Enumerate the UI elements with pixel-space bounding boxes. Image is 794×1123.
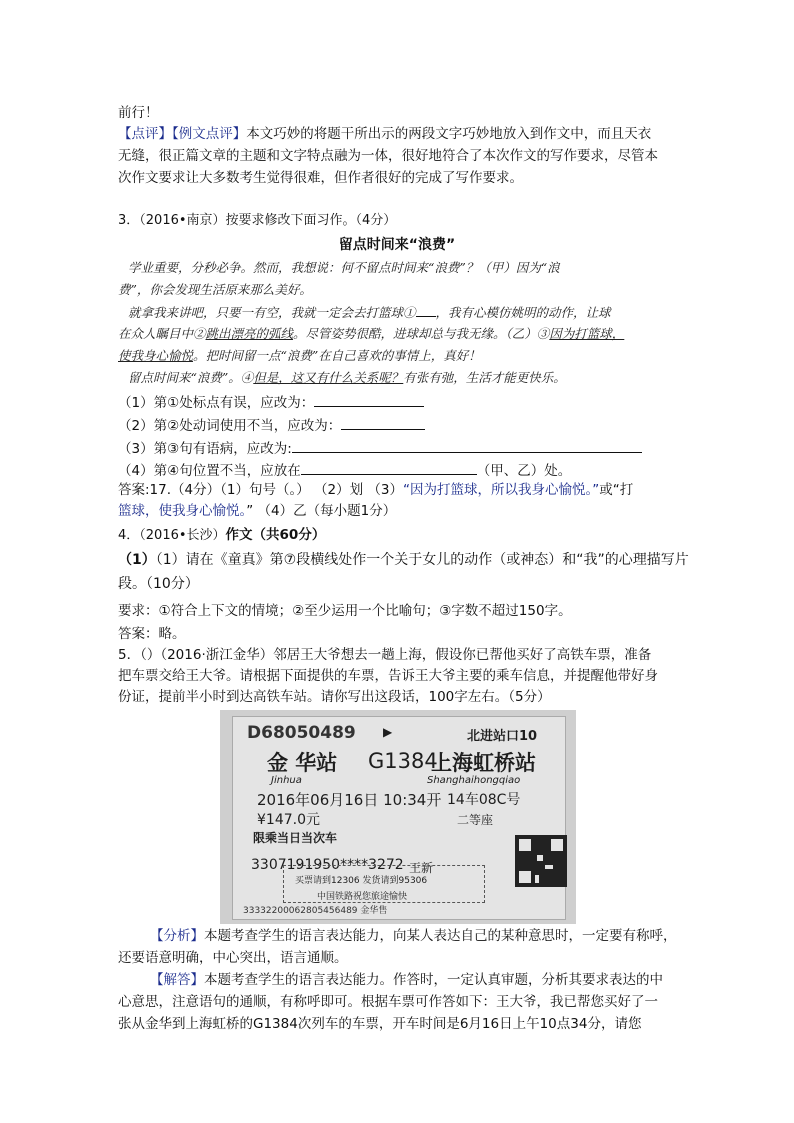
ticket-seat-class: 二等座 — [457, 813, 494, 827]
answer-text: 或“打 — [599, 482, 634, 498]
essay-line: 学业重要，分秒必争。然而，我想说：何不留点时间来“浪费”？（甲）因为“浪 — [128, 260, 560, 275]
sub-question — [118, 460, 571, 481]
essay-span: 有张有弛，生活才能更快乐。 — [403, 370, 566, 385]
question-3: 3．（2016•南京）按要求修改下面习作。（4分） — [118, 213, 397, 228]
text-line: 要求：①符合上下文的情境；②至少运用一个比喻句；③字数不超过150字。 — [118, 603, 572, 619]
answer-line — [118, 480, 633, 500]
answer-text: ” （4）乙（每小题1分） — [246, 503, 397, 519]
analysis-line — [150, 926, 677, 946]
play-arrow-icon: ▶ — [383, 725, 393, 739]
train-ticket-image — [220, 710, 576, 924]
answer-blank — [341, 415, 425, 430]
sub-question — [118, 415, 425, 436]
ticket-validity: 限乘当日当次车 — [253, 831, 338, 845]
ticket-train-number: G1384 — [368, 749, 438, 773]
analysis-label: 【分析】 — [150, 928, 204, 944]
sub-question-text: （1）第①处标点有误，应改为： — [118, 395, 315, 411]
answer-text: 篮球，使我身心愉悦。 — [118, 503, 247, 519]
essay-span: 但是，这又有什么关系呢？ — [253, 370, 404, 385]
comment-label: 【点评】【例文点评】 — [118, 126, 247, 142]
essay-span: 因为打篮球， — [549, 326, 625, 341]
text-line: 无缝，很正篇文章的主题和文字特点融为一体，很好地符合了本次作文的写作要求，尽管本 — [118, 148, 658, 164]
text-span: 本文巧妙的将题干所出示的两段文字巧妙地放入到作文中，而且天衣 — [246, 126, 652, 142]
essay-span: 跳出漂亮的弧线 — [205, 326, 294, 341]
solution-label: 【解答】 — [150, 972, 204, 988]
sub-question-text: （4）第④句位置不当，应放在 — [118, 463, 301, 479]
essay-title: 留点时间来“浪费” — [338, 237, 456, 253]
text-line: 张从金华到上海虹桥的G1384次列车的车票，开车时间是6月16日上午10点34分，请您 — [118, 1016, 642, 1032]
ticket-notice: 买票请到12306 发货请到95306 — [295, 876, 428, 886]
ticket-id-number: 3307191950****3272 — [251, 857, 404, 873]
ticket-gate: 北进站口10 — [467, 729, 538, 744]
underline-blank — [416, 302, 436, 317]
ticket-to-pinyin: Shanghaihongqiao — [427, 775, 521, 786]
essay-line — [118, 324, 624, 344]
text-line: 答案：略。 — [118, 626, 186, 642]
text-span: （1）请在《童真》第⑦段横线处作一个关于女儿的动作（或神态）和“我”的心理描写片 — [155, 552, 689, 568]
sub-question-text: （3）第③句有语病，应改为: — [118, 441, 292, 457]
solution-line — [150, 970, 663, 990]
essay-line — [118, 346, 481, 366]
text-line: 份证，提前半小时到达高铁车站。请你写出这段话，100字左右。（5分） — [118, 689, 551, 705]
essay-span: 使我身心愉悦 — [118, 348, 194, 363]
ticket-passenger-name: 王新 — [409, 861, 434, 875]
text-line: 心意思，注意语句的通顺，有称呼即可。根据车票可作答如下：王大爷，我已帮您买好了一 — [118, 994, 658, 1010]
essay-line — [128, 368, 566, 388]
text-line — [118, 124, 651, 144]
answer-line — [118, 501, 396, 521]
ticket-from-pinyin: Jinhua — [271, 775, 302, 786]
text-line: 还要语意明确，中心突出，语言通顺。 — [118, 950, 348, 966]
sub-question — [118, 438, 642, 459]
ticket-serial: D68050489 — [247, 723, 356, 743]
answer-blank — [301, 460, 477, 475]
text-line: 次作文要求让大多数考生觉得很难，但作者很好的完成了写作要求。 — [118, 170, 523, 186]
essay-span: 在众人瞩目中② — [118, 326, 206, 341]
ticket-to: 上海虹桥站 — [431, 751, 536, 775]
text-line: （1）（1）请在《童真》第⑦段横线处作一个关于女儿的动作（或神态）和“我”的心理描写片 — [118, 552, 689, 568]
sub-question-text: （甲、乙）处。 — [476, 463, 572, 479]
answer-text: “因为打篮球，所以我身心愉悦。” — [402, 482, 600, 498]
qr-code-icon — [515, 835, 567, 887]
answer-text: 答案:17.（4分）（1）句号（。） （2）划 （3） — [118, 482, 403, 498]
sub-question-text: （2）第②处动词使用不当，应改为： — [118, 418, 342, 434]
essay-span: 留点时间来“浪费”。④ — [128, 370, 254, 385]
question-number: 4．（2016•长沙） — [118, 528, 226, 543]
essay-span: ，我有心模仿姚明的动作，让球 — [435, 305, 611, 320]
essay-span: 。把时间留一点“浪费”在自己喜欢的事情上，真好！ — [193, 348, 481, 363]
essay-span: 就拿我来讲吧，只要一有空，我就一定会去打篮球① — [128, 305, 416, 320]
ticket-from: 金 华站 — [267, 751, 338, 775]
essay-line: 费”，你会发现生活原来那么美好。 — [118, 282, 312, 297]
question-heading: 作文（共60分） — [225, 527, 326, 543]
text-line: 段。（10分） — [118, 576, 199, 592]
question-4 — [118, 525, 325, 546]
text-line: 前行！ — [118, 105, 159, 121]
essay-line — [128, 302, 611, 323]
ticket-seat: 14车08C号 — [447, 792, 521, 808]
text-span: 本题考查学生的语言表达能力，向某人表达自己的某种意思时，一定要有称呼， — [204, 928, 677, 944]
ticket-notice: 中国铁路祝您旅途愉快 — [317, 892, 408, 902]
answer-blank — [314, 392, 424, 407]
ticket-bottom-code: 33332200062805456489 金华售 — [243, 906, 388, 916]
question-5: 5．（）（2016·浙江金华）邻居王大爷想去一趟上海，假设你已帮他买好了高铁车票，准备 — [118, 647, 652, 663]
ticket-price: ¥147.0元 — [257, 812, 320, 828]
sub-question — [118, 392, 424, 413]
answer-blank — [292, 438, 642, 453]
text-span: 本题考查学生的语言表达能力。作答时，一定认真审题，分析其要求表达的中 — [204, 972, 663, 988]
essay-span: 。尽管姿势很酷，进球却总与我无缘。（乙）③ — [293, 326, 550, 341]
ticket-datetime: 2016年06月16日 10:34开 — [257, 791, 442, 809]
ticket-face — [232, 716, 566, 920]
text-line: 把车票交给王大爷。请根据下面提供的车票，告诉王大爷主要的乘车信息，并提醒他带好身 — [118, 668, 658, 684]
